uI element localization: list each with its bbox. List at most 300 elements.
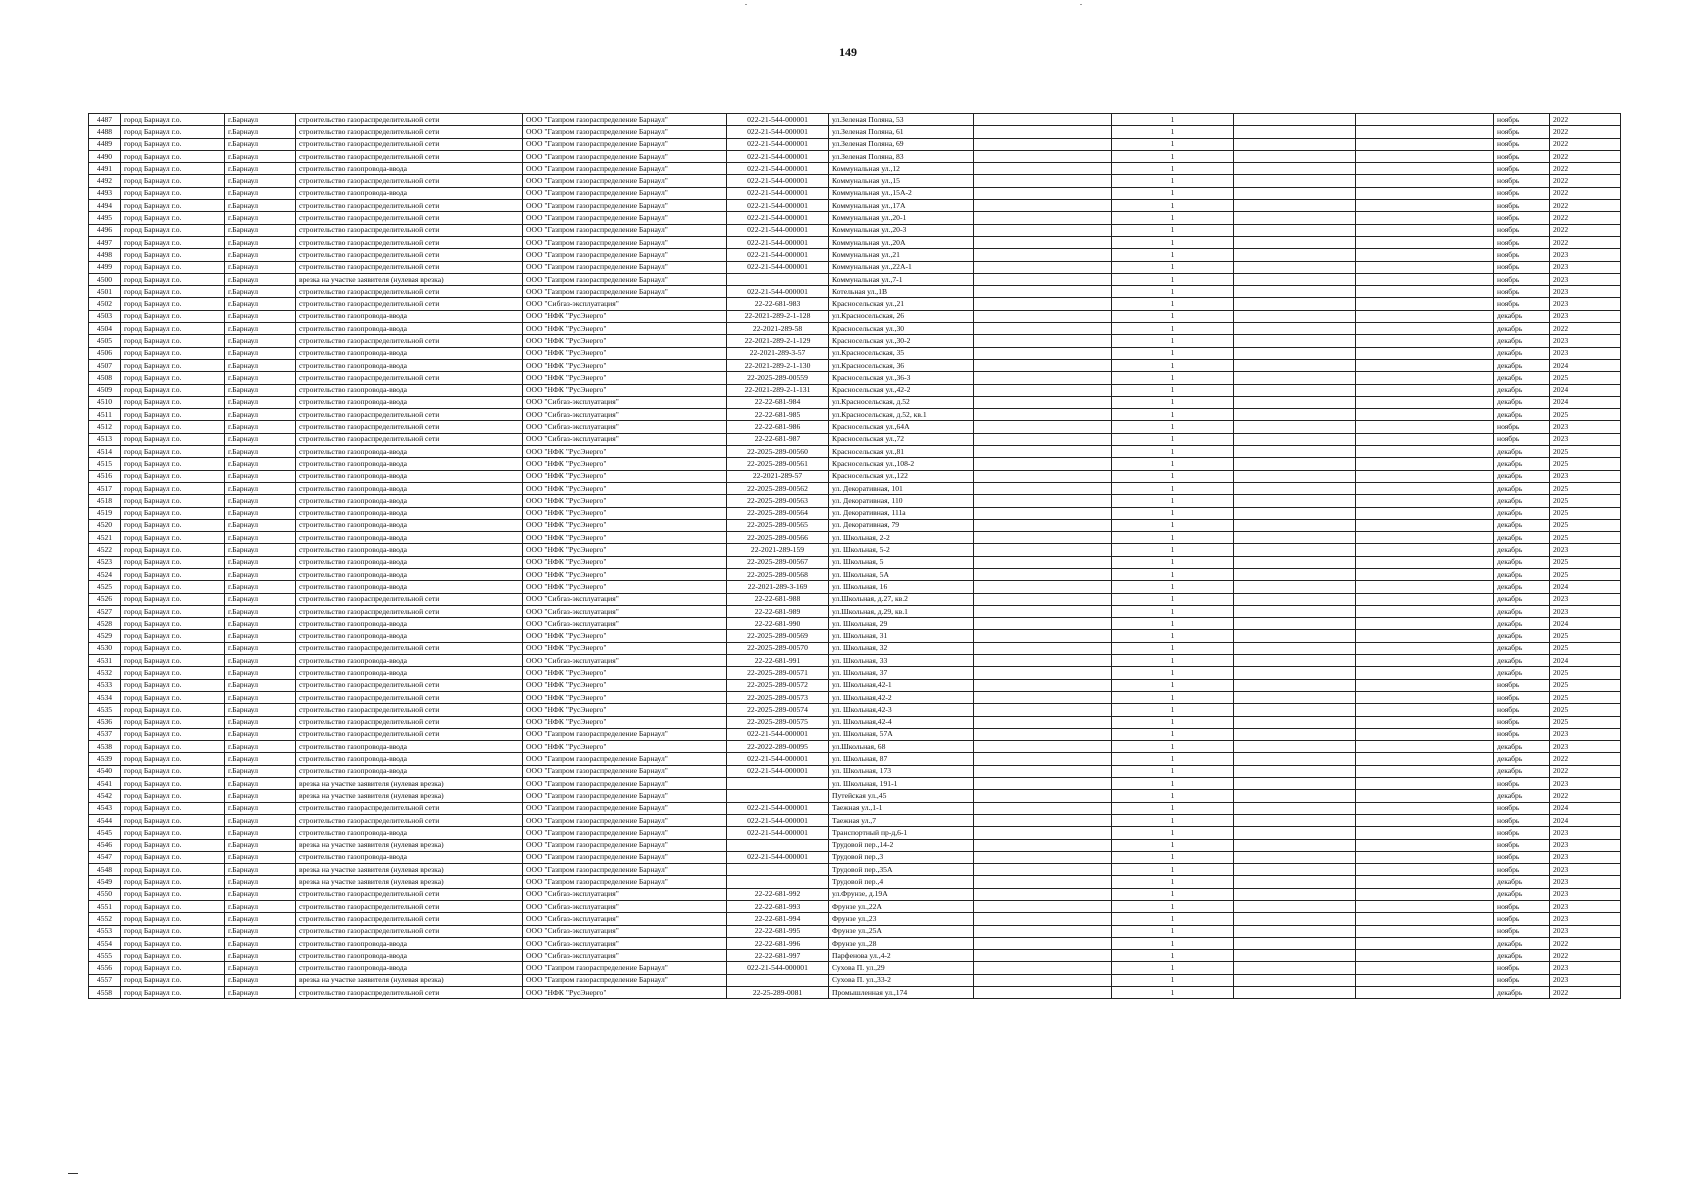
organization-cell: ООО "Газпром газораспределение Барнаул" bbox=[523, 286, 727, 298]
municipality-cell: город Барнаул г.о. bbox=[121, 568, 225, 580]
permit-number-cell: 22-2025-289-00573 bbox=[727, 691, 829, 703]
row-number: 4489 bbox=[89, 138, 121, 150]
row-number: 4523 bbox=[89, 556, 121, 568]
address-cell: Сухова П. ул.,33-2 bbox=[829, 974, 974, 986]
row-number: 4529 bbox=[89, 630, 121, 642]
permit-number-cell: 22-2025-289-00571 bbox=[727, 667, 829, 679]
row-number: 4490 bbox=[89, 150, 121, 162]
row-number: 4503 bbox=[89, 310, 121, 322]
empty-cell bbox=[974, 310, 1112, 322]
month-cell: ноябрь bbox=[1494, 114, 1550, 126]
row-number: 4495 bbox=[89, 212, 121, 224]
organization-cell: ООО "Газпром газораспределение Барнаул" bbox=[523, 790, 727, 802]
quantity-cell: 1 bbox=[1112, 482, 1234, 494]
address-cell: Красносельская ул.,36-3 bbox=[829, 372, 974, 384]
quantity-cell: 1 bbox=[1112, 581, 1234, 593]
settlement-cell: г.Барнаул bbox=[225, 286, 296, 298]
month-cell: ноябрь bbox=[1494, 298, 1550, 310]
organization-cell: ООО "Газпром газораспределение Барнаул" bbox=[523, 827, 727, 839]
month-cell: декабрь bbox=[1494, 987, 1550, 999]
table-body bbox=[89, 114, 1621, 999]
year-cell: 2023 bbox=[1550, 298, 1621, 310]
municipality-cell: город Барнаул г.о. bbox=[121, 581, 225, 593]
year-cell: 2025 bbox=[1550, 691, 1621, 703]
row-number: 4528 bbox=[89, 618, 121, 630]
year-cell: 2023 bbox=[1550, 286, 1621, 298]
organization-cell: ООО "Газпром газораспределение Барнаул" bbox=[523, 814, 727, 826]
organization-cell: ООО "Газпром газораспределение Барнаул" bbox=[523, 765, 727, 777]
quantity-cell: 1 bbox=[1112, 200, 1234, 212]
month-cell: ноябрь bbox=[1494, 163, 1550, 175]
empty-cell bbox=[1234, 187, 1356, 199]
municipality-cell: город Барнаул г.о. bbox=[121, 114, 225, 126]
empty-cell bbox=[974, 187, 1112, 199]
empty-cell bbox=[1234, 126, 1356, 138]
municipality-cell: город Барнаул г.о. bbox=[121, 273, 225, 285]
empty-cell bbox=[1234, 950, 1356, 962]
year-cell: 2023 bbox=[1550, 728, 1621, 740]
work-type-cell: строительство газопровода-ввода bbox=[296, 458, 523, 470]
work-type-cell: строительство газопровода-ввода bbox=[296, 384, 523, 396]
organization-cell: ООО "Сибгаз-эксплуатация" bbox=[523, 913, 727, 925]
table-row bbox=[89, 286, 1621, 298]
year-cell: 2022 bbox=[1550, 323, 1621, 335]
permit-number-cell: 022-21-544-000001 bbox=[727, 728, 829, 740]
organization-cell: ООО "НФК "РусЭнерго" bbox=[523, 335, 727, 347]
table-row bbox=[89, 901, 1621, 913]
address-cell: Красносельская ул.,64А bbox=[829, 421, 974, 433]
empty-cell bbox=[1234, 851, 1356, 863]
table-row bbox=[89, 446, 1621, 458]
permit-number-cell: 22-2025-289-00561 bbox=[727, 458, 829, 470]
empty-cell bbox=[974, 888, 1112, 900]
year-cell: 2022 bbox=[1550, 224, 1621, 236]
organization-cell: ООО "НФК "РусЭнерго" bbox=[523, 323, 727, 335]
work-type-cell: строительство газораспределительной сети bbox=[296, 913, 523, 925]
municipality-cell: город Барнаул г.о. bbox=[121, 704, 225, 716]
address-cell: Таежная ул.,7 bbox=[829, 814, 974, 826]
permit-number-cell: 022-21-544-000001 bbox=[727, 150, 829, 162]
year-cell: 2023 bbox=[1550, 421, 1621, 433]
municipality-cell: город Барнаул г.о. bbox=[121, 618, 225, 630]
empty-cell bbox=[1356, 778, 1494, 790]
settlement-cell: г.Барнаул bbox=[225, 458, 296, 470]
address-cell: ул. Школьная, 37 bbox=[829, 667, 974, 679]
settlement-cell: г.Барнаул bbox=[225, 163, 296, 175]
table-row bbox=[89, 372, 1621, 384]
row-number: 4548 bbox=[89, 864, 121, 876]
settlement-cell: г.Барнаул bbox=[225, 864, 296, 876]
row-number: 4556 bbox=[89, 962, 121, 974]
municipality-cell: город Барнаул г.о. bbox=[121, 814, 225, 826]
permit-number-cell: 22-2025-289-00567 bbox=[727, 556, 829, 568]
settlement-cell: г.Барнаул bbox=[225, 114, 296, 126]
organization-cell: ООО "Газпром газораспределение Барнаул" bbox=[523, 876, 727, 888]
address-cell: ул. Декоративная, 101 bbox=[829, 482, 974, 494]
work-type-cell: строительство газораспределительной сети bbox=[296, 114, 523, 126]
row-number: 4539 bbox=[89, 753, 121, 765]
empty-cell bbox=[1234, 753, 1356, 765]
table-row bbox=[89, 618, 1621, 630]
year-cell: 2025 bbox=[1550, 716, 1621, 728]
address-cell: ул. Школьная, 29 bbox=[829, 618, 974, 630]
municipality-cell: город Барнаул г.о. bbox=[121, 126, 225, 138]
permit-number-cell: 22-2022-289-00095 bbox=[727, 741, 829, 753]
organization-cell: ООО "НФК "РусЭнерго" bbox=[523, 507, 727, 519]
settlement-cell: г.Барнаул bbox=[225, 507, 296, 519]
row-number: 4507 bbox=[89, 359, 121, 371]
month-cell: декабрь bbox=[1494, 568, 1550, 580]
settlement-cell: г.Барнаул bbox=[225, 679, 296, 691]
row-number: 4505 bbox=[89, 335, 121, 347]
month-cell: декабрь bbox=[1494, 765, 1550, 777]
work-type-cell: строительство газопровода-ввода bbox=[296, 532, 523, 544]
empty-cell bbox=[1356, 790, 1494, 802]
empty-cell bbox=[1356, 753, 1494, 765]
year-cell: 2025 bbox=[1550, 409, 1621, 421]
permit-number-cell: 22-2025-289-00560 bbox=[727, 446, 829, 458]
empty-cell bbox=[1234, 704, 1356, 716]
permit-number-cell: 22-2025-289-00563 bbox=[727, 495, 829, 507]
quantity-cell: 1 bbox=[1112, 187, 1234, 199]
year-cell: 2023 bbox=[1550, 593, 1621, 605]
work-type-cell: строительство газопровода-ввода bbox=[296, 741, 523, 753]
year-cell: 2025 bbox=[1550, 568, 1621, 580]
empty-cell bbox=[1234, 507, 1356, 519]
row-number: 4544 bbox=[89, 814, 121, 826]
table-row bbox=[89, 667, 1621, 679]
empty-cell bbox=[1356, 421, 1494, 433]
empty-cell bbox=[1356, 667, 1494, 679]
organization-cell: ООО "Газпром газораспределение Барнаул" bbox=[523, 802, 727, 814]
settlement-cell: г.Барнаул bbox=[225, 778, 296, 790]
municipality-cell: город Барнаул г.о. bbox=[121, 728, 225, 740]
settlement-cell: г.Барнаул bbox=[225, 544, 296, 556]
table-row bbox=[89, 987, 1621, 999]
municipality-cell: город Барнаул г.о. bbox=[121, 507, 225, 519]
year-cell: 2022 bbox=[1550, 150, 1621, 162]
quantity-cell: 1 bbox=[1112, 765, 1234, 777]
month-cell: ноябрь bbox=[1494, 126, 1550, 138]
organization-cell: ООО "НФК "РусЭнерго" bbox=[523, 691, 727, 703]
organization-cell: ООО "Сибгаз-эксплуатация" bbox=[523, 396, 727, 408]
empty-cell bbox=[974, 421, 1112, 433]
municipality-cell: город Барнаул г.о. bbox=[121, 421, 225, 433]
address-cell: ул.Красносельская, 26 bbox=[829, 310, 974, 322]
empty-cell bbox=[974, 655, 1112, 667]
empty-cell bbox=[974, 114, 1112, 126]
permit-number-cell: 022-21-544-000001 bbox=[727, 200, 829, 212]
organization-cell: ООО "НФК "РусЭнерго" bbox=[523, 630, 727, 642]
table-row bbox=[89, 888, 1621, 900]
work-type-cell: строительство газораспределительной сети bbox=[296, 236, 523, 248]
settlement-cell: г.Барнаул bbox=[225, 224, 296, 236]
year-cell: 2023 bbox=[1550, 544, 1621, 556]
row-number: 4543 bbox=[89, 802, 121, 814]
empty-cell bbox=[974, 372, 1112, 384]
organization-cell: ООО "НФК "РусЭнерго" bbox=[523, 679, 727, 691]
address-cell: Коммунальная ул.,20-1 bbox=[829, 212, 974, 224]
row-number: 4541 bbox=[89, 778, 121, 790]
settlement-cell: г.Барнаул bbox=[225, 298, 296, 310]
settlement-cell: г.Барнаул bbox=[225, 421, 296, 433]
row-number: 4511 bbox=[89, 409, 121, 421]
permit-number-cell: 022-21-544-000001 bbox=[727, 138, 829, 150]
empty-cell bbox=[974, 593, 1112, 605]
organization-cell: ООО "НФК "РусЭнерго" bbox=[523, 667, 727, 679]
address-cell: ул. Школьная, 5-2 bbox=[829, 544, 974, 556]
work-type-cell: строительство газораспределительной сети bbox=[296, 901, 523, 913]
settlement-cell: г.Барнаул bbox=[225, 568, 296, 580]
year-cell: 2022 bbox=[1550, 114, 1621, 126]
year-cell: 2025 bbox=[1550, 679, 1621, 691]
empty-cell bbox=[974, 876, 1112, 888]
month-cell: декабрь bbox=[1494, 532, 1550, 544]
row-number: 4498 bbox=[89, 249, 121, 261]
empty-cell bbox=[974, 716, 1112, 728]
month-cell: декабрь bbox=[1494, 384, 1550, 396]
empty-cell bbox=[974, 384, 1112, 396]
table-row bbox=[89, 187, 1621, 199]
month-cell: декабрь bbox=[1494, 482, 1550, 494]
empty-cell bbox=[1234, 987, 1356, 999]
permit-number-cell: 022-21-544-000001 bbox=[727, 814, 829, 826]
row-number: 4506 bbox=[89, 347, 121, 359]
empty-cell bbox=[1234, 421, 1356, 433]
month-cell: ноябрь bbox=[1494, 421, 1550, 433]
settlement-cell: г.Барнаул bbox=[225, 925, 296, 937]
month-cell: декабрь bbox=[1494, 556, 1550, 568]
work-type-cell: врезка на участке заявителя (нулевая врезка) bbox=[296, 778, 523, 790]
row-number: 4508 bbox=[89, 372, 121, 384]
settlement-cell: г.Барнаул bbox=[225, 495, 296, 507]
table-row bbox=[89, 114, 1621, 126]
settlement-cell: г.Барнаул bbox=[225, 765, 296, 777]
year-cell: 2025 bbox=[1550, 556, 1621, 568]
settlement-cell: г.Барнаул bbox=[225, 704, 296, 716]
year-cell: 2023 bbox=[1550, 310, 1621, 322]
table-row bbox=[89, 298, 1621, 310]
work-type-cell: врезка на участке заявителя (нулевая врезка) bbox=[296, 876, 523, 888]
row-number: 4545 bbox=[89, 827, 121, 839]
row-number: 4551 bbox=[89, 901, 121, 913]
year-cell: 2023 bbox=[1550, 273, 1621, 285]
settlement-cell: г.Барнаул bbox=[225, 150, 296, 162]
page-number: 149 bbox=[839, 45, 857, 59]
settlement-cell: г.Барнаул bbox=[225, 396, 296, 408]
table-row bbox=[89, 876, 1621, 888]
work-type-cell: строительство газопровода-ввода bbox=[296, 937, 523, 949]
municipality-cell: город Барнаул г.о. bbox=[121, 212, 225, 224]
organization-cell: ООО "НФК "РусЭнерго" bbox=[523, 458, 727, 470]
quantity-cell: 1 bbox=[1112, 458, 1234, 470]
address-cell: ул. Школьная,42-2 bbox=[829, 691, 974, 703]
work-type-cell: строительство газопровода-ввода bbox=[296, 163, 523, 175]
table-row bbox=[89, 778, 1621, 790]
settlement-cell: г.Барнаул bbox=[225, 642, 296, 654]
empty-cell bbox=[974, 704, 1112, 716]
work-type-cell: строительство газораспределительной сети bbox=[296, 175, 523, 187]
row-number: 4549 bbox=[89, 876, 121, 888]
municipality-cell: город Барнаул г.о. bbox=[121, 974, 225, 986]
month-cell: декабрь bbox=[1494, 741, 1550, 753]
organization-cell: ООО "Газпром газораспределение Барнаул" bbox=[523, 962, 727, 974]
table-row bbox=[89, 937, 1621, 949]
permit-number-cell: 22-22-681-989 bbox=[727, 605, 829, 617]
permit-number-cell: 22-22-681-990 bbox=[727, 618, 829, 630]
permit-number-cell: 22-2021-289-2-1-129 bbox=[727, 335, 829, 347]
empty-cell bbox=[974, 642, 1112, 654]
address-cell: Красносельская ул.,108-2 bbox=[829, 458, 974, 470]
address-cell: ул. Школьная,42-4 bbox=[829, 716, 974, 728]
empty-cell bbox=[1234, 359, 1356, 371]
month-cell: ноябрь bbox=[1494, 974, 1550, 986]
month-cell: ноябрь bbox=[1494, 286, 1550, 298]
month-cell: ноябрь bbox=[1494, 839, 1550, 851]
organization-cell: ООО "Газпром газораспределение Барнаул" bbox=[523, 728, 727, 740]
row-number: 4515 bbox=[89, 458, 121, 470]
address-cell: Красносельская ул.,81 bbox=[829, 446, 974, 458]
work-type-cell: строительство газопровода-ввода bbox=[296, 568, 523, 580]
municipality-cell: город Барнаул г.о. bbox=[121, 163, 225, 175]
work-type-cell: строительство газораспределительной сети bbox=[296, 925, 523, 937]
settlement-cell: г.Барнаул bbox=[225, 261, 296, 273]
municipality-cell: город Барнаул г.о. bbox=[121, 187, 225, 199]
row-number: 4510 bbox=[89, 396, 121, 408]
footer-dash bbox=[68, 1173, 78, 1174]
year-cell: 2023 bbox=[1550, 925, 1621, 937]
settlement-cell: г.Барнаул bbox=[225, 716, 296, 728]
empty-cell bbox=[1356, 618, 1494, 630]
quantity-cell: 1 bbox=[1112, 433, 1234, 445]
quantity-cell: 1 bbox=[1112, 655, 1234, 667]
empty-cell bbox=[1234, 532, 1356, 544]
month-cell: ноябрь bbox=[1494, 679, 1550, 691]
permit-number-cell: 022-21-544-000001 bbox=[727, 851, 829, 863]
quantity-cell: 1 bbox=[1112, 114, 1234, 126]
empty-cell bbox=[1356, 126, 1494, 138]
address-cell: Фрунзе ул.,28 bbox=[829, 937, 974, 949]
month-cell: декабрь bbox=[1494, 409, 1550, 421]
address-cell: ул. Школьная, 5 bbox=[829, 556, 974, 568]
settlement-cell: г.Барнаул bbox=[225, 888, 296, 900]
work-type-cell: строительство газораспределительной сети bbox=[296, 716, 523, 728]
work-type-cell: строительство газораспределительной сети bbox=[296, 224, 523, 236]
settlement-cell: г.Барнаул bbox=[225, 974, 296, 986]
municipality-cell: город Барнаул г.о. bbox=[121, 495, 225, 507]
organization-cell: ООО "НФК "РусЭнерго" bbox=[523, 519, 727, 531]
permit-number-cell: 22-22-681-987 bbox=[727, 433, 829, 445]
table-row bbox=[89, 409, 1621, 421]
empty-cell bbox=[1234, 581, 1356, 593]
table-row bbox=[89, 716, 1621, 728]
year-cell: 2025 bbox=[1550, 532, 1621, 544]
empty-cell bbox=[1234, 888, 1356, 900]
table-row bbox=[89, 950, 1621, 962]
empty-cell bbox=[1234, 728, 1356, 740]
table-row bbox=[89, 347, 1621, 359]
empty-cell bbox=[1356, 888, 1494, 900]
settlement-cell: г.Барнаул bbox=[225, 655, 296, 667]
quantity-cell: 1 bbox=[1112, 679, 1234, 691]
empty-cell bbox=[974, 741, 1112, 753]
empty-cell bbox=[1234, 802, 1356, 814]
municipality-cell: город Барнаул г.о. bbox=[121, 642, 225, 654]
table-row bbox=[89, 728, 1621, 740]
month-cell: ноябрь bbox=[1494, 433, 1550, 445]
table-row bbox=[89, 753, 1621, 765]
address-cell: ул.Зеленая Поляна, 69 bbox=[829, 138, 974, 150]
municipality-cell: город Барнаул г.о. bbox=[121, 901, 225, 913]
empty-cell bbox=[1356, 581, 1494, 593]
municipality-cell: город Барнаул г.о. bbox=[121, 876, 225, 888]
quantity-cell: 1 bbox=[1112, 236, 1234, 248]
quantity-cell: 1 bbox=[1112, 212, 1234, 224]
work-type-cell: строительство газопровода-ввода bbox=[296, 519, 523, 531]
empty-cell bbox=[1234, 323, 1356, 335]
quantity-cell: 1 bbox=[1112, 310, 1234, 322]
municipality-cell: город Барнаул г.о. bbox=[121, 950, 225, 962]
month-cell: декабрь bbox=[1494, 937, 1550, 949]
table-row bbox=[89, 556, 1621, 568]
work-type-cell: строительство газопровода-ввода bbox=[296, 618, 523, 630]
empty-cell bbox=[974, 901, 1112, 913]
row-number: 4519 bbox=[89, 507, 121, 519]
empty-cell bbox=[1356, 433, 1494, 445]
work-type-cell: строительство газопровода-ввода bbox=[296, 347, 523, 359]
work-type-cell: строительство газопровода-ввода bbox=[296, 359, 523, 371]
row-number: 4512 bbox=[89, 421, 121, 433]
address-cell: ул. Школьная, 57А bbox=[829, 728, 974, 740]
table-row bbox=[89, 396, 1621, 408]
empty-cell bbox=[974, 950, 1112, 962]
organization-cell: ООО "Сибгаз-эксплуатация" bbox=[523, 888, 727, 900]
empty-cell bbox=[1234, 396, 1356, 408]
empty-cell bbox=[1234, 716, 1356, 728]
table-row bbox=[89, 224, 1621, 236]
permit-number-cell: 022-21-544-000001 bbox=[727, 261, 829, 273]
organization-cell: ООО "Сибгаз-эксплуатация" bbox=[523, 655, 727, 667]
row-number: 4487 bbox=[89, 114, 121, 126]
year-cell: 2023 bbox=[1550, 347, 1621, 359]
empty-cell bbox=[974, 482, 1112, 494]
month-cell: декабрь bbox=[1494, 790, 1550, 802]
empty-cell bbox=[1234, 261, 1356, 273]
row-number: 4488 bbox=[89, 126, 121, 138]
empty-cell bbox=[1356, 765, 1494, 777]
table-row bbox=[89, 138, 1621, 150]
permit-number-cell: 22-2025-289-00564 bbox=[727, 507, 829, 519]
empty-cell bbox=[1356, 642, 1494, 654]
empty-cell bbox=[974, 224, 1112, 236]
address-cell: Коммунальная ул.,7-1 bbox=[829, 273, 974, 285]
settlement-cell: г.Барнаул bbox=[225, 519, 296, 531]
settlement-cell: г.Барнаул bbox=[225, 691, 296, 703]
year-cell: 2023 bbox=[1550, 741, 1621, 753]
empty-cell bbox=[1234, 482, 1356, 494]
municipality-cell: город Барнаул г.о. bbox=[121, 261, 225, 273]
empty-cell bbox=[1234, 618, 1356, 630]
empty-cell bbox=[1356, 347, 1494, 359]
organization-cell: ООО "Сибгаз-эксплуатация" bbox=[523, 421, 727, 433]
address-cell: ул. Школьная, 33 bbox=[829, 655, 974, 667]
address-cell: ул. Декоративная, 79 bbox=[829, 519, 974, 531]
work-type-cell: строительство газопровода-ввода bbox=[296, 667, 523, 679]
address-cell: ул. Школьная, 191-1 bbox=[829, 778, 974, 790]
permit-number-cell: 022-21-544-000001 bbox=[727, 114, 829, 126]
permit-number-cell bbox=[727, 790, 829, 802]
work-type-cell: строительство газораспределительной сети bbox=[296, 261, 523, 273]
